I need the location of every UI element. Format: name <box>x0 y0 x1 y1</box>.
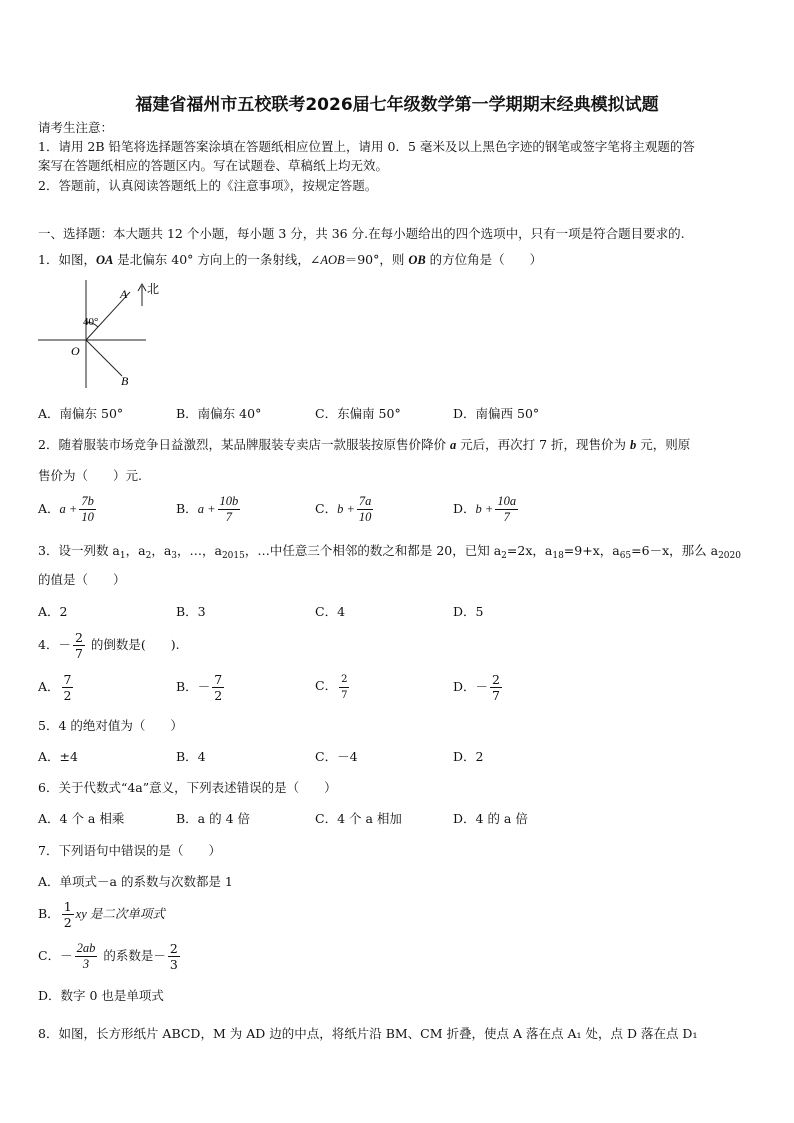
q5-option-b: B．4 <box>176 749 206 764</box>
point-o-label: O <box>71 344 80 358</box>
q5-option-c: C．－4 <box>315 749 358 764</box>
q7-option-d: D．数字 0 也是单项式 <box>38 988 164 1003</box>
q6-option-d: D．4 的 a 倍 <box>453 811 528 826</box>
q6-option-c: C．4 个 a 相加 <box>315 811 402 826</box>
q3-option-b: B．3 <box>176 604 206 619</box>
q4-stem: 4．－ $\frac{2}{7}$ 的倒数是( ). <box>38 630 180 661</box>
q4-option-a: A． $\frac{7}{2}$ <box>38 672 72 703</box>
q2-stem-line1: 2．随着服装市场竞争日益激烈，某品牌服装专卖店一款服装按原售价降价 a 元后，再次打 7 折，现售价为 b 元，则原 <box>38 437 691 452</box>
q3-option-a: A．2 <box>38 604 68 619</box>
q7-option-b: B． $\frac{1}{2}$ xy 是二次单项式 <box>38 899 165 930</box>
point-a-label: A <box>120 287 128 301</box>
q2-option-c: C．b + $\frac{7a}{10}$ <box>315 494 372 524</box>
q2-option-d: D．b + $\frac{10a}{7}$ <box>453 494 517 524</box>
q1-option-c: C．东偏南 50° <box>315 406 401 421</box>
ray-ob <box>86 340 122 376</box>
notice-line-1b: 案写在答题纸相应的答题区内。写在试题卷、草稿纸上均无效。 <box>38 158 389 173</box>
q2-stem-line2: 售价为（ ）元. <box>38 468 142 483</box>
section-heading: 一、选择题：本大题共 12 个小题，每小题 3 分，共 36 分.在每小题给出的四个选项中，只有一项是符合题目要求的. <box>38 226 685 241</box>
angle-label: 40° <box>83 316 99 328</box>
q1-stem: 1．如图，OA 是北偏东 40° 方向上的一条射线，∠AOB＝90°，则 OB 的方位角是（ ） <box>38 252 543 267</box>
point-b-label: B <box>121 374 129 388</box>
q7-option-a: A．单项式－a 的系数与次数都是 1 <box>38 874 233 889</box>
q7-stem: 7．下列语句中错误的是（ ） <box>38 843 221 858</box>
q5-option-d: D．2 <box>453 749 484 764</box>
notice-line-2: 2．答题前，认真阅读答题纸上的《注意事项》，按规定答题。 <box>38 178 378 193</box>
q1-option-d: D．南偏西 50° <box>453 406 540 421</box>
q8-stem: 8．如图，长方形纸片 ABCD，M 为 AD 边的中点，将纸片沿 BM、CM 折叠，使点 A 落在点 A₁ 处，点 D 落在点 D₁ <box>38 1026 698 1041</box>
q6-option-b: B．a 的 4 倍 <box>176 811 251 826</box>
q7-option-c: C．－ $\frac{2ab}{3}$ 的系数是－ $\frac{2}{3}$ <box>38 941 178 972</box>
q2-option-b: B．a + $\frac{10b}{7}$ <box>176 494 239 524</box>
q3-option-c: C．4 <box>315 604 346 619</box>
q1-option-a: A．南偏东 50° <box>38 406 124 421</box>
q3-stem-line2: 的值是（ ） <box>38 572 126 587</box>
q2-option-a: A．a + $\frac{7b}{10}$ <box>38 494 94 524</box>
notice-line-1a: 1．请用 2B 铅笔将选择题答案涂填在答题纸相应位置上，请用 0．5 毫米及以上黑色字迹的钢笔或签字笔将主观题的答 <box>38 139 695 154</box>
q3-option-d: D．5 <box>453 604 484 619</box>
north-label: 北 <box>147 282 160 296</box>
q1-option-b: B．南偏东 40° <box>176 406 262 421</box>
notice-heading: 请考生注意： <box>38 120 114 135</box>
q6-option-a: A．4 个 a 相乘 <box>38 811 125 826</box>
q4-option-d: D．－ $\frac{2}{7}$ <box>453 672 500 703</box>
page-title: 福建省福州市五校联考2026届七年级数学第一学期期末经典模拟试题 <box>135 95 659 115</box>
q6-stem: 6．关于代数式“4a”意义，下列表述错误的是（ ） <box>38 780 337 795</box>
q3-stem-line1: 3．设一列数 $a_1$，$a_2$，$a_3$，…，$a_{2015}$，…中任意三个相邻的数之和都是 20，已知 $a_2=2x$，$a_{18}=9+x$，$a_{65}=6-x$，那么 $a_{2020}$ <box>38 543 741 561</box>
q4-option-c: C． $\frac{2}{7}$ <box>315 674 348 701</box>
q5-stem: 5．4 的绝对值为（ ） <box>38 718 183 733</box>
q1-figure <box>36 278 166 393</box>
q4-option-b: B．－ $\frac{7}{2}$ <box>176 672 223 703</box>
q5-option-a: A．±4 <box>38 749 78 764</box>
